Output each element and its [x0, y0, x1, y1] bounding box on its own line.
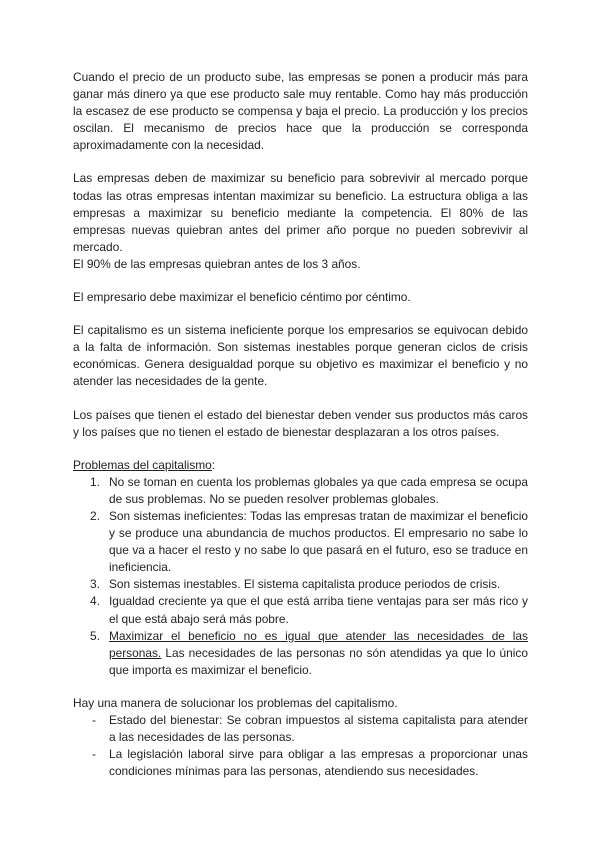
list-item	[73, 712, 528, 746]
list-item	[73, 576, 528, 593]
list-item	[73, 508, 528, 576]
list-number: 4.	[90, 594, 100, 609]
paragraph-profit-maximization: Las empresas deben de maximizar su beneficio para sobrevivir al mercado porque todas las otras empresas intentan maximizar su beneficio. La estructura obliga a las empresas a maximizar su beneficio mediante la competencia. El 80% de las empresas nuevas quiebran antes del primer año porque no pueden sobrevivir al mercado.	[73, 171, 528, 254]
spacer	[73, 306, 528, 322]
list-item-text: Las necesidades de las personas no són atendidas ya que lo único que importa es maximizar el beneficio.	[109, 645, 528, 677]
problems-heading	[73, 457, 528, 474]
list-item	[73, 628, 528, 679]
list-bullet: -	[92, 713, 96, 727]
problems-heading-colon: :	[211, 457, 216, 472]
paragraph-capitalism-inefficient: El capitalismo es un sistema ineficiente porque los empresarios se equivocan debido a la falta de información. Son sistemas inestables porque generan ciclos de crisis económicas. Genera desigualdad porque su objetivo es maximizar el beneficio y no atender las necesidades de la gente.	[73, 323, 528, 389]
paragraph-entrepreneur: El empresario debe maximizar el beneficio céntimo por céntimo.	[73, 290, 411, 305]
list-item-text: La legislación laboral sirve para obligar a las empresas a proporcionar unas condiciones mínimas para las personas, atendiendo sus necesidades.	[109, 747, 528, 779]
list-number: 2.	[90, 508, 100, 523]
list-number: 3.	[90, 577, 100, 592]
problems-heading-text: Problemas del capitalismo	[73, 457, 212, 472]
problems-list	[73, 474, 528, 679]
list-item	[73, 474, 528, 508]
list-item	[73, 746, 528, 780]
spacer	[73, 441, 528, 457]
list-number: 5.	[90, 628, 100, 643]
list-item-text: Son sistemas inestables. El sistema capitalista produce periodos de crisis.	[109, 577, 501, 592]
spacer	[73, 273, 528, 289]
list-item	[73, 593, 528, 627]
list-item-text: Igualdad creciente ya que el que está arriba tiene ventajas para ser más rico y el que está abajo será más pobre.	[109, 594, 528, 626]
solutions-intro: Hay una manera de solucionar los problemas del capitalismo.	[73, 695, 398, 710]
document-page	[73, 69, 528, 780]
list-item-underlined-text: Maximizar el beneficio no es igual que atender las necesidades de las personas.	[109, 628, 528, 660]
paragraph-bankruptcy-rate: El 90% de las empresas quiebran antes de los 3 años.	[73, 256, 361, 271]
solutions-list	[73, 712, 528, 780]
paragraph-welfare-state: Los países que tienen el estado del bienestar deben vender sus productos más caros y los países que no tienen el estado de bienestar desplazaran a los otros países.	[73, 407, 528, 439]
spacer	[73, 391, 528, 407]
list-item-text: No se toman en cuenta los problemas globales ya que cada empresa se ocupa de sus problemas. No se pueden resolver problemas globales.	[109, 474, 528, 506]
list-bullet: -	[92, 747, 96, 762]
paragraph-price-mechanism: Cuando el precio de un producto sube, las empresas se ponen a producir más para ganar más dinero ya que ese producto sale muy rentable. Como hay más producción la escasez de ese producto se compensa y baja el precio. La producción y los precios oscilan. El mecanismo de precios hace que la producción se corresponda aproximadamente con la necesidad.	[73, 70, 528, 153]
spacer	[73, 154, 528, 170]
list-number: 1.	[90, 474, 100, 489]
spacer	[73, 679, 528, 695]
list-item-text: Estado del bienestar: Se cobran impuestos al sistema capitalista para atender a las necesidades de las personas.	[109, 713, 528, 745]
list-item-text: Son sistemas ineficientes: Todas las empresas tratan de maximizar el beneficio y se produce una abundancia de muchos productos. El empresario no sabe lo que va a hacer el resto y no sabe lo que pasará en el futuro, eso se traduce en ineficiencia.	[109, 508, 528, 575]
